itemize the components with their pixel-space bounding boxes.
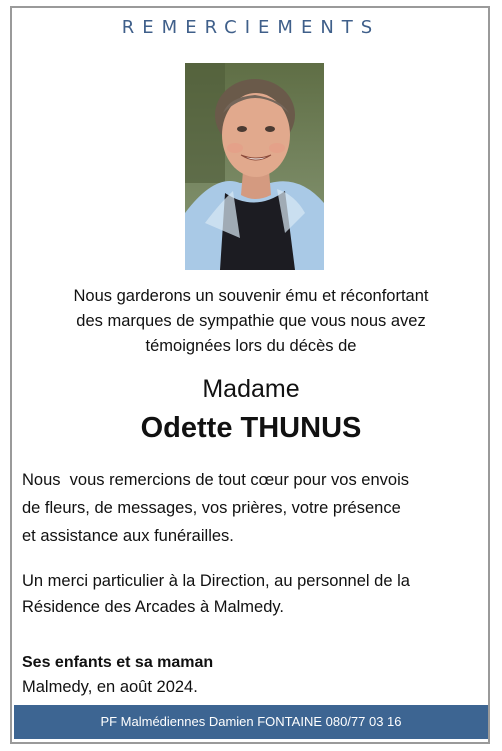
thanks-line: de fleurs, de messages, vos prières, votre présence xyxy=(22,499,401,517)
intro-line: Nous garderons un souvenir ému et réconfortant xyxy=(73,287,429,305)
intro-line: témoignées lors du décès de xyxy=(145,337,357,355)
deceased-name: Odette THUNUS xyxy=(140,412,362,444)
portrait-photo xyxy=(185,63,324,270)
special-line: Un merci particulier à la Direction, au personnel de la xyxy=(22,572,410,590)
thanks-paragraph xyxy=(22,466,486,550)
thanks-line: et assistance aux funérailles. xyxy=(22,527,234,545)
honorific: Madame xyxy=(202,375,300,403)
intro-paragraph xyxy=(20,284,482,359)
thanks-line: Nous vous remercions de tout cœur pour vos envois xyxy=(22,471,410,489)
place-date: Malmedy, en août 2024. xyxy=(22,678,198,696)
notice-title: REMERCIEMENTS xyxy=(121,17,381,38)
special-thanks-paragraph xyxy=(22,568,486,620)
special-line: Résidence des Arcades à Malmedy. xyxy=(22,598,284,616)
intro-line: des marques de sympathie que vous nous avez xyxy=(76,312,426,330)
portrait-image xyxy=(185,63,324,270)
signoff: Ses enfants et sa maman xyxy=(22,654,214,671)
funeral-home-footer: PF Malmédiennes Damien FONTAINE 080/77 03 16 xyxy=(14,705,488,739)
